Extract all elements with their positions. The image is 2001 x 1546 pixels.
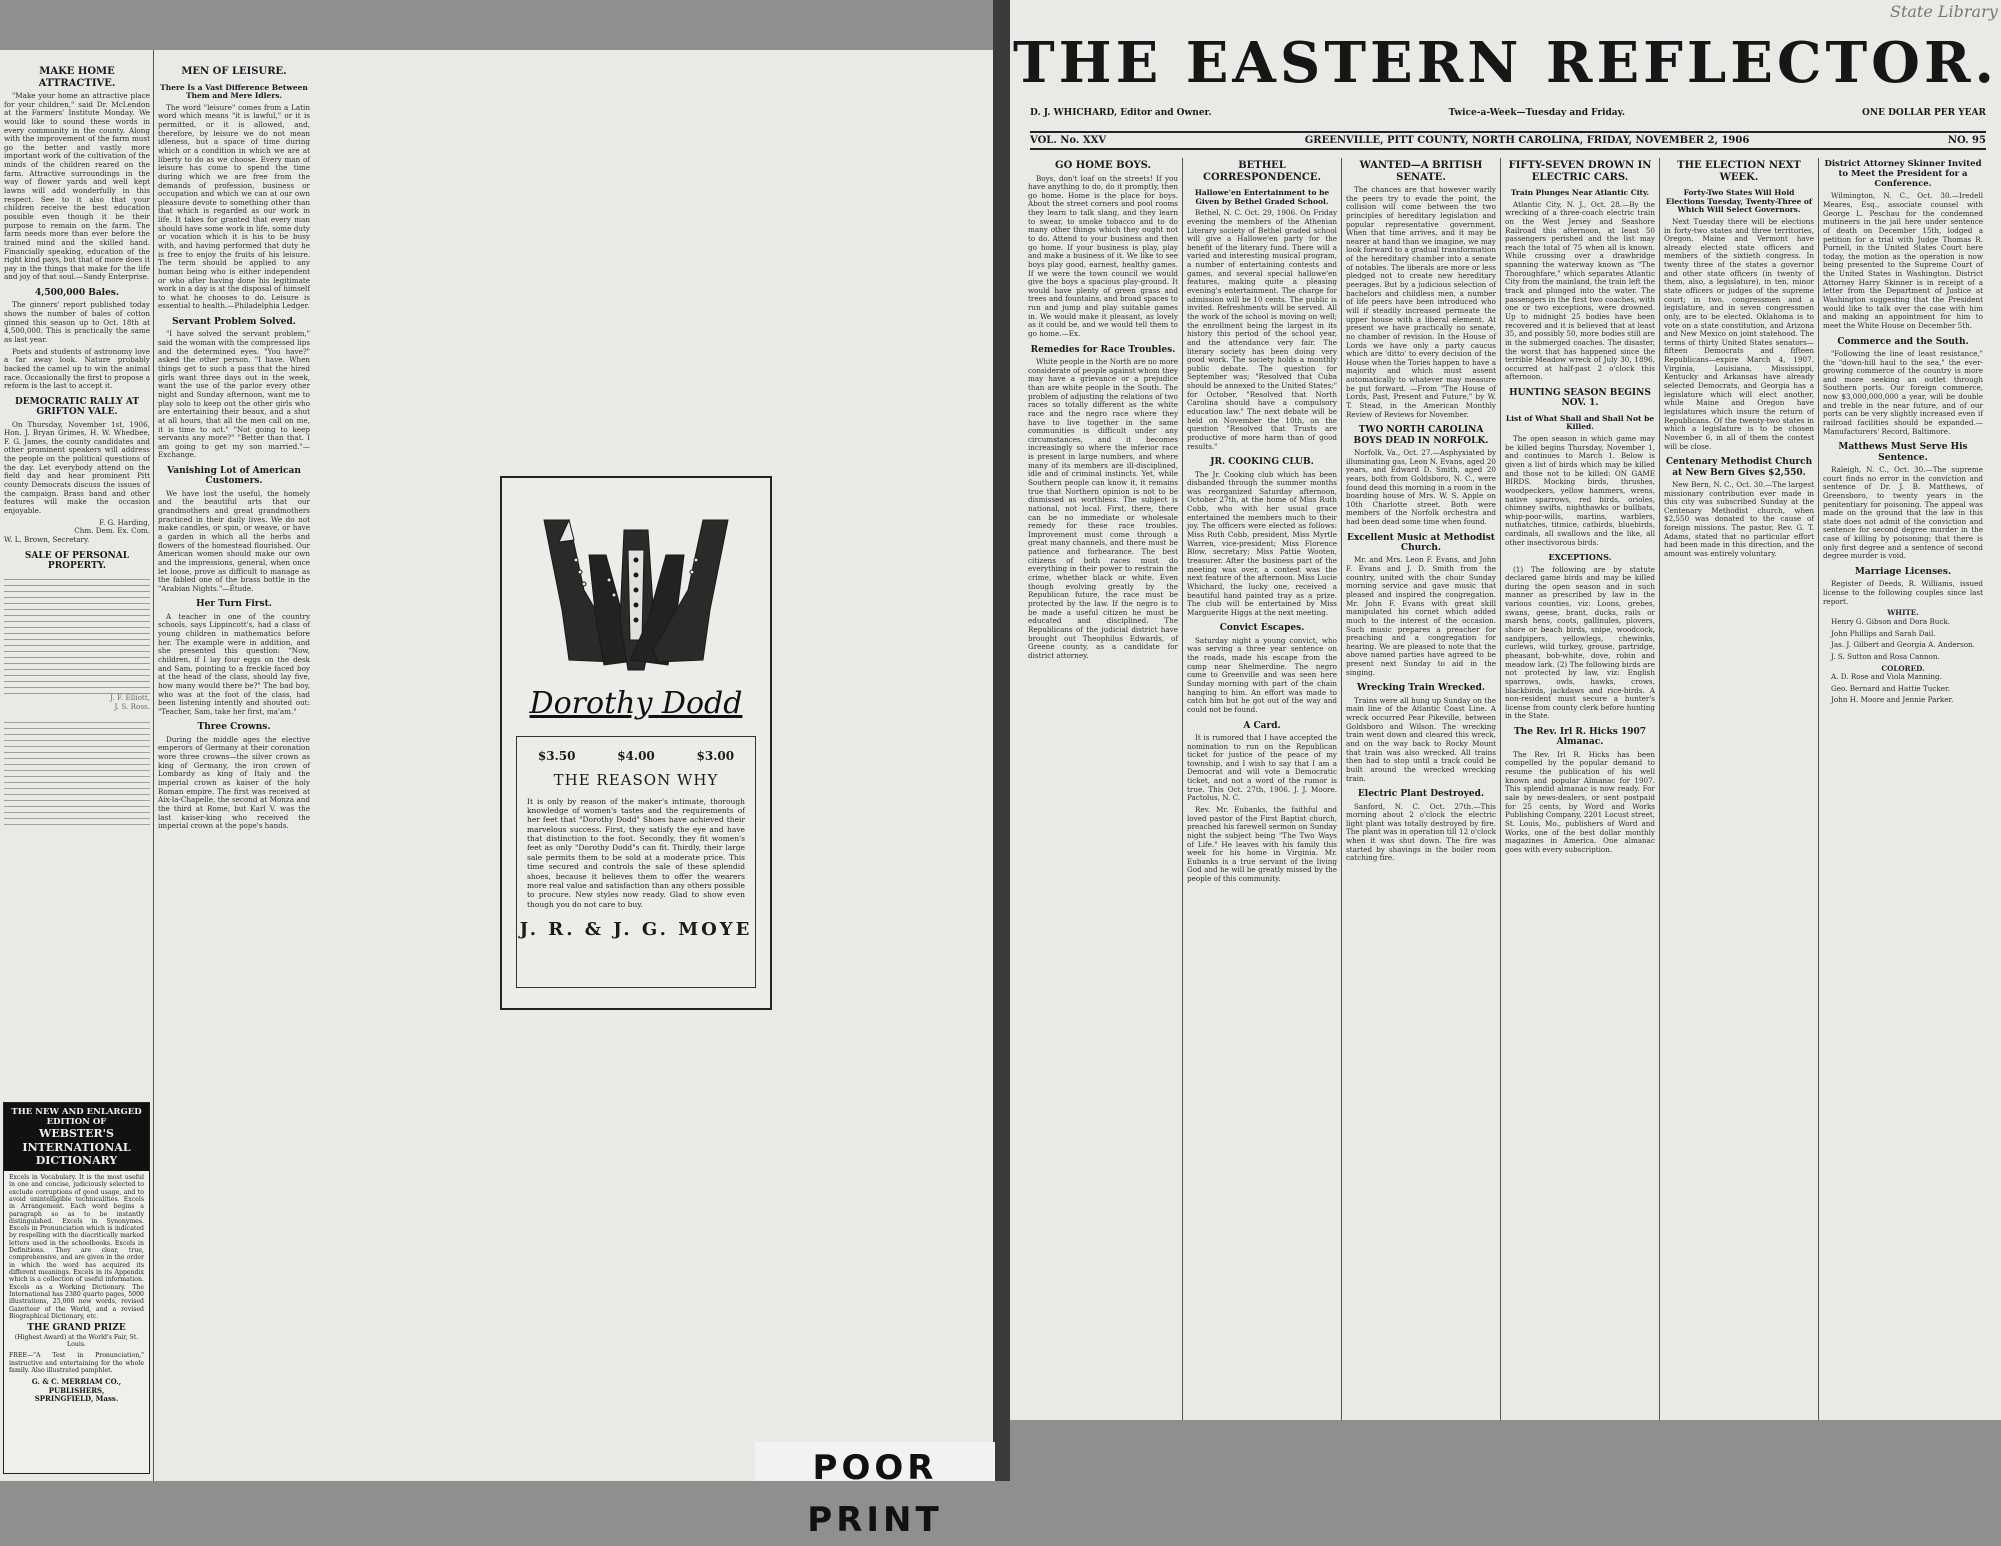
make-home-headline: MAKE HOME ATTRACTIVE. xyxy=(38,66,116,89)
page-gutter xyxy=(993,0,1010,1481)
hunting-headline: HUNTING SEASON BEGINS NOV. 1. xyxy=(1509,388,1651,409)
rally-sign-1: F. G. Harding, xyxy=(99,517,150,527)
commerce-headline: Commerce and the South. xyxy=(1837,336,1969,347)
bales-headline: 4,500,000 Bales. xyxy=(34,288,120,299)
election-text: Next Tuesday there will be elections in forty-two states and three territories, Oregon, Maine and Vermont have already elected state officers and members of the sixtieth congress. In twenty three of the states a governor and other state officers (in twenty of them, also, a legislature), in ten, minor state officers or judges of the supreme court; in two, congressmen and a legislature, and in seven congressmen only, are to be elected. Oklahoma is to vote on a state constitution, and Arizona and New Mexico on joint statehood. The terms of thirty United States senators—fifteen Democrats and fifteen Republicans—expire March 4, 1907. Virginia, Louisiana, Mississippi, Kentucky and Arkansas have already selected Democrats, and Georgia has a legislature which will elect another, while Maine and Oregon have legislatures which insure the return of Republicans. Of the twenty-two states in which a legislature is to be chosen November 6, in all of them the contest will be close. xyxy=(1664,216,1814,451)
rally-sign-3: W. L. Brown, Secretary. xyxy=(4,534,90,544)
sale-sign-2: J. S. Ross. xyxy=(114,701,150,711)
methodist-headline: Centenary Methodist Church at New Bern Gives $2,550. xyxy=(1665,457,1813,478)
right-column-4 xyxy=(1505,158,1655,1413)
poets-text: Poets and students of astronomy love a far away look. Nature probably backed the camel up to win the animal race. Occasionally the first to propose a reform is the last to accept it. xyxy=(4,346,150,391)
white-heading: WHITE. xyxy=(1887,608,1919,618)
cooking-text: The Jr. Cooking club which has been disbanded through the summer months was reorganized Saturday afternoon, October 27th, at the home of Miss Ruth Cobb, who with her usual grace entertained the members much to their joy. The officers were elected as follows: Miss Ruth Cobb, president, Miss Myrtle Warren, vice-president; Miss Florence Blow, secretary; Miss Pattie Wooten, treasurer. After the business part of the meeting was over, a contest was the next feature of the afternoon. Miss Lucie Whichard, the lucky one, received a beautiful hand painted tray as a prize. The club will be entertained by Miss Marguerite Higgs at the next meeting. xyxy=(1187,469,1337,617)
webster-grand-prize: THE GRAND PRIZE xyxy=(27,1323,126,1334)
webster-free: FREE—"A Test in Pronunciation," instructive and entertaining for the whole family. Also illustrated pamphlet. xyxy=(9,1352,144,1375)
frequency-line: Twice-a-Week—Tuesday and Friday. xyxy=(1448,108,1625,118)
price-3: $3.00 xyxy=(696,749,735,763)
drown-subtitle: Train Plunges Near Atlantic City. xyxy=(1510,188,1650,197)
column-rule xyxy=(1341,158,1342,1420)
price-row xyxy=(517,749,755,763)
senate-headline: WANTED—A BRITISH SENATE. xyxy=(1359,160,1483,183)
couple-3: Jas. J. Gilbert and Georgia A. Anderson. xyxy=(1831,640,1975,650)
webster-body: Excels in Vocabulary. It is the most useful in one and concise, judiciously selected to exclude corruptions of good usage, and to avoid unintelligible technicalities. Excels in Arrangement. Each word begins a paragraph so as to be instantly distinguished. Excels in Synonymes. Excels in Pronunciation which is indicated by respelling with the diacritically marked letters used in the schoolbooks. Excels in Definitions. They are clear, true, comprehensive, and are given in the order in which the word has acquired its different meanings. Excels in its Appendix which is a collection of useful information. Excels as a Working Dictionary. The International has 2380 quarto pages, 5000 illustrations, 25,000 new words, revised Gazetteer of the World, and a revised Biographical Dictionary, etc. xyxy=(9,1173,144,1320)
bethel-text: Bethel, N. C. Oct. 29, 1906. On Friday evening the members of the Athenian Literary society of Bethel graded school will give a Hallowe'en party for the benefit of the literary fund. There will a varied and interesting musical program, a number of entertaining contests and games, and several special hallowe'en features, making quite a pleasing evening's entertainment. The charge for admission will be 10 cents. The public is invited. Refreshments will be served. All the work of the school is moving on well; the enrollment being the largest in its history this period of the school year, and the attendance very fair. The literary society has been doing very good work. The society holds a monthly public debate. The question for September was; "Resolved that Cuba should be annexed to the United States;" for October, "Resolved that North Carolina should have a compulsory education law." The next debate will be held on November the 10th, on the question "Resolved that Trusts are productive of more harm than of good results." xyxy=(1187,208,1337,451)
price-1: $3.50 xyxy=(537,749,576,763)
column-rule xyxy=(1500,158,1501,1420)
colored-heading: COLORED. xyxy=(1881,663,1925,673)
dorothy-dodd-shoe-ad xyxy=(500,476,772,1010)
eubanks-text: Rev. Mr. Eubanks, the faithful and loved pastor of the First Baptist church, preached his farewell sermon on Sunday night the subject being "The Two Ways of Life." He leaves with his family this week for his home in Virginia. Mr. Eubanks is a true servant of the living God and he will be greatly missed by the people of this community. xyxy=(1187,805,1337,884)
rally-headline: DEMOCRATIC RALLY AT GRIFTON VALE. xyxy=(14,396,140,418)
right-column-2 xyxy=(1187,158,1337,1413)
right-column-3 xyxy=(1346,158,1496,1413)
card-headline: A Card. xyxy=(1243,720,1281,731)
couple-2: John Phillips and Sarah Dail. xyxy=(1831,628,1936,638)
webster-city: SPRINGFIELD, Mass. xyxy=(34,1393,119,1403)
sale-text-faded xyxy=(4,574,150,694)
reason-why-heading: THE REASON WHY xyxy=(553,771,719,789)
editor-line: D. J. WHICHARD, Editor and Owner. xyxy=(1030,108,1212,118)
column-rule xyxy=(1659,158,1660,1420)
left-page xyxy=(0,50,993,1481)
volume-number: VOL. No. XXV xyxy=(1030,135,1107,146)
sale-sign-1: J. F. Elliott, xyxy=(110,693,150,703)
norfolk-text: Norfolk, Va., Oct. 27.—Asphyxiated by illuminating gas, Leon N. Evans, aged 20 years, and Edward D. Smith, aged 20 years, both from Goldsboro, N. C., were found dead this morning in a room in the boarding house of Mrs. W. S. Apple on 10th Charlotte street. Both were members of the Norfolk orchestra and had been dead some time when found. xyxy=(1346,447,1496,527)
make-home-text: "Make your home an attractive place for your children," said Dr. McLendon at the Farmers' Institute Monday. We would like to sound these words in every community in the county. Along with the improvement of the farm must go the better and vastly more important work of the cultivation of the minds of the children reared on the farm. Attractive surroundings in the way of flower yards and well kept lawns will add wonderfully in this respect. See to it also that your children receive the best education possible even though it be their purpose to remain on the farm. The farm needs more than ever before the trained mind and the skilled hand. Financially speaking, education of the right kind pays, but that of more does it pay in the things that make for the life and joy of that soul.—Sandy Enterprise. xyxy=(4,91,150,282)
shoes-illustration-icon xyxy=(524,500,748,680)
price-line: ONE DOLLAR PER YEAR xyxy=(1862,108,1986,118)
webster-dictionary-ad xyxy=(3,1102,150,1474)
skinner-headline: District Attorney Skinner Invited to Meet the President for a Conference. xyxy=(1824,159,1982,189)
almanac-text: The Rev. Irl R. Hicks has been compelled by the popular demand to resume the publication of his well known and popular Almanac for 1907. This splendid almanac is now ready. For sale by news-dealers, or sent postpaid for 25 cents, by Word and Works Publishing Company, 2201 Locust street, St. Louis, Mo., publishers of Word and Works, one of the best dollar monthly magazines in America. One almanac goes with every subscription. xyxy=(1505,749,1655,854)
plant-text: Sanford, N. C. Oct. 27th.—This morning about 2 o'clock the electric light plant was totally destroyed by fire. The plant was in operation till 12 o'clock when it was shut down. The fire was started by shavings in the boiler room catching fire. xyxy=(1346,801,1496,863)
left-column-2 xyxy=(158,64,310,1474)
newspaper-masthead: THE EASTERN REFLECTOR. xyxy=(1012,30,1998,96)
leisure-text: The word "leisure" comes from a Latin word which means "it is lawful," or it is permitted, or it is allowed, and, therefore, by leisure we do not mean idleness, but a space of time during which or a condition in which we are at liberty to do as we choose. Every man of leisure has come to spend the time during which we are free from the demands of profession, business or occupation and which we can at our own pleasure devote to something other than that which is regarded as our work in life. It takes for granted that every man should have some work in life, some duty or vocation which it is his to be busy with, and having performed that duty he is free to enjoy the fruits of his leisure. The term should be applied to any human being who is either independent or who after having done his legitimate work in a day is at the disposal of himself to what he chooses to do. Leisure is essential to health.—Philadelphia Ledger. xyxy=(158,102,310,311)
election-subtitle: Forty-Two States Will Hold Elections Tuesday, Twenty-Three of Which Will Select Governors. xyxy=(1665,188,1813,215)
convict-text: Saturday night a young convict, who was serving a three year sentence on the roads, made his escape from the camp near Shelmerdine. The negro came to Greenville and was seen here Sunday morning with part of the chain hanging to him. An effort was made to catch him but he got out of the way and could not be found. xyxy=(1187,635,1337,714)
webster-head-2: WEBSTER'S INTERNATIONAL DICTIONARY xyxy=(22,1127,131,1167)
library-stamp: State Library xyxy=(1890,2,1998,21)
couple-5: A. D. Rose and Viola Manning. xyxy=(1831,672,1942,682)
leisure-headline: MEN OF LEISURE. xyxy=(181,66,287,77)
plant-headline: Electric Plant Destroyed. xyxy=(1357,789,1485,800)
race-headline: Remedies for Race Troubles. xyxy=(1030,344,1176,355)
exceptions-text: (1) The following are by statute declared game birds and may be killed during the open season and in such manner as prescribed by law in the various counties, viz: Loons, grebes, swans, geese, brant, ducks, rails or marsh hens, coots, gallinules, plovers, shore or beach birds, snipe, woodcock, sandpipers, yellowlegs, chewinks, curlews, wild turkey, grouse, partridge, pheasant, bob-white, dove, robin and meadow lark. (2) The following birds are not protected by law, viz: English sparrows, owls, hawks, crows, blackbirds, jackdaws and rice-birds. A non-resident must secure a hunter's license from county clerk before hunting in the State. xyxy=(1505,564,1655,721)
webster-expo: (Highest Award) at the World's Fair, St. Louis. xyxy=(14,1333,139,1349)
customs-headline: Vanishing Lot of American Customers. xyxy=(167,466,301,487)
sale-headline: SALE OF PERSONAL PROPERTY. xyxy=(24,550,130,571)
volume-row xyxy=(1030,131,1986,150)
cooking-headline: JR. COOKING CLUB. xyxy=(1210,457,1314,468)
moye-firm-name: J. R. & J. G. MOYE xyxy=(519,919,753,940)
exceptions-heading: EXCEPTIONS. xyxy=(1548,552,1612,563)
licenses-text: Register of Deeds, R. Williams, issued license to the following couples since last report. xyxy=(1823,579,1983,606)
webster-publisher: G. & C. MERRIAM CO., xyxy=(31,1377,122,1387)
dorothy-dodd-signature: Dorothy Dodd xyxy=(529,686,743,721)
bethel-headline: BETHEL CORRESPONDENCE. xyxy=(1202,160,1321,183)
drown-headline: FIFTY-SEVEN DROWN IN ELECTRIC CARS. xyxy=(1508,160,1652,183)
music-text: Mr. and Mrs. Leon F. Evans, and John F. Evans and J. D. Smith from the country, united with the choir Sunday morning service and gave music that pleased and inspired the congregation. Mr. John F. Evans with great skill manipulated his cornet which added much to the interest of the occasion. Such music prepares a preacher for preaching and a congregation for hearing. We are pleased to note that the above named parties have agreed to be present next Sunday to aid in the singing. xyxy=(1346,555,1496,677)
bethel-subtitle: Hallowe'en Entertainment to be Given by Bethel Graded School. xyxy=(1194,188,1330,206)
crowns-text: During the middle ages the elective emperors of Germany at their coronation wore three crowns—the silver crown as king of Germany, the iron crown of Lombardy as king of Italy and the imperial crown as kaiser of the holy Roman empire. The first was received at Aix-la-Chapelle, the second at Monza and the third at Rome, but Karl V. was the last kaiser-king who received the imperial crown at the pope's hands. xyxy=(158,734,310,831)
right-page xyxy=(1010,0,2001,1420)
servant-headline: Servant Problem Solved. xyxy=(172,317,296,328)
webster-publisher-role: PUBLISHERS, xyxy=(48,1385,105,1395)
faded-notices xyxy=(4,717,150,827)
column-rule xyxy=(153,50,154,1481)
webster-head-1: THE NEW AND ENLARGED EDITION OF xyxy=(11,1107,142,1128)
poor-print-stamp: POOR PRINT xyxy=(755,1442,995,1481)
go-home-text: Boys, don't loaf on the streets! If you have anything to do, do it promptly, then go home. Home is the place for boys. About the street corners and pool rooms they learn to talk slang, and they learn to swear, to smoke tobacco and to do many other things which they ought not to do. Attend to your business and then go home. If your business is play, play and make a business of it. We like to see boys play good, earnest, healthy games. If we were the town council we would give the boys a spacious play-ground. It would have plenty of green grass and trees and fountains, and broad spaces to run and jump and play suitable games in. We would make it pleasant, as lovely as it could be, and we would tell them to go home.—Ex. xyxy=(1028,173,1178,339)
couple-1: Henry G. Gibson and Dora Buck. xyxy=(1831,616,1951,626)
left-column-1 xyxy=(4,64,150,1094)
price-2: $4.00 xyxy=(617,749,655,763)
reason-why-text: It is only by reason of the maker's intimate, thorough knowledge of women's tastes and the requirements of her feet that "Dorothy Dodd" Shoes have achieved their marvelous success. First, they satisfy the eye and have that distinction to the foot. Secondly, they fit women's feet as only "Dorothy Dodd"s can fit. Thirdly, their large sale permits them to be sold at a moderate price. This time secured and controls the sale of these splendid shoes, because it believes them to offer the wearers more real value and satisfaction than any others possible to procure. New styles now ready. Glad to show even though you do not care to buy. xyxy=(527,796,745,909)
dateline: GREENVILLE, PITT COUNTY, NORTH CAROLINA, FRIDAY, NOVEMBER 2, 1906 xyxy=(1304,135,1750,146)
wreck-headline: Wrecking Train Wrecked. xyxy=(1356,683,1486,694)
first-headline: Her Turn First. xyxy=(196,599,272,610)
customs-text: We have lost the useful, the homely and the beautiful arts that our grandmothers and great grandmothers practiced in their daily lives. We do not make candles, or spin, or weave, or have a garden in which all the herbs and flowers of the homestead flourished. Our American women should make our own and the impressions, general, when once let loose, prove as difficult to manage as the fabled one of the brass bottle in the "Arabian Nights."—Étude. xyxy=(158,488,310,593)
reason-why-box xyxy=(516,736,756,988)
column-rule xyxy=(1818,158,1819,1420)
race-text: White people in the North are no more considerate of people against whom they may have a grievance or a prejudice than are white people in the South. The problem of adjusting the relations of two races so totally different as the white race and the negro race where they have to live together in the same communities is difficult under any circumstances, and it becomes increasingly so where the inferior race is present in large numbers, and where many of its members are ill-disciplined, idle and of criminal instincts. Yet, while Southern people can know it, it remains true that Northern opinion is not to be dismissed as worthless. The subject is national, not local. First, there, there can be no immediate or wholesale remedy for these race troubles. Improvement must come through a great many channels, and there must be patience and forbearance. The best citizens of both races must do everything in their power to restrain the crime, whether black or white. Even though evolving greatly by the Republican future, the race must be protected by the law. If the negro is to be made a useful citizen he must be educated and disciplined. The Republicans of the judicial district have brought out Theophilus Edwards, of Greene county, as a candidate for district attorney. xyxy=(1028,357,1178,660)
hunting-text: The open season in which game may be killed begins Thursday, November 1, and continues to March 1. Below is given a list of birds which may be killed and those not to be killed: ON GAME BIRDS. Mocking birds, thrushes, woodpeckers, yellow hammers, wrens, native sparrows, red birds, orioles, chimney swifts, nighthawks or bullbats, whip-poor-wills, martins, warblers, nuthatches, titmice, catbirds, bluebirds, cardinals, all swallows and the like, all other insectivorous birds. xyxy=(1505,434,1655,547)
issue-number: NO. 95 xyxy=(1947,135,1986,146)
norfolk-headline: TWO NORTH CAROLINA BOYS DEAD IN NORFOLK. xyxy=(1353,425,1489,446)
hunting-subtitle: List of What Shall and Shall Not be Killed. xyxy=(1505,413,1655,432)
servant-text: "I have solved the servant problem," said the woman with the compressed lips and the determined eyes. "You have?" asked the other person. "I have. When things get to such a pass that the hired girls want three days out in the week, want the use of the parlor every other night and Sunday afternoon, want me to play solo to keep out the other girls who are entertaining their beaux, and a shut at all hours, that all the men call on me, it is time to act." "Not going to keep servants any more?" "Better than that. I am going to get my son married."—Exchange. xyxy=(158,329,310,460)
masthead-info-row xyxy=(1030,108,1986,118)
crowns-headline: Three Crowns. xyxy=(197,722,271,733)
methodist-text: New Bern, N. C., Oct. 30.—The largest missionary contribution ever made in this city was subscribed Sunday at the Centenary Methodist church, when $2,550 was donated to the cause of foreign missions. The pastor, Rev. G. T. Adams, stated that no particular effort had been made in this direction, and the amount was entirely voluntary. xyxy=(1664,479,1814,558)
right-column-6 xyxy=(1823,158,1983,1413)
column-rule xyxy=(1182,158,1183,1420)
couple-6: Geo. Bernard and Hattie Tucker. xyxy=(1831,683,1950,693)
matthews-headline: Matthews Must Serve His Sentence. xyxy=(1838,442,1968,463)
skinner-text: Wilmington, N. C., Oct. 30.—Iredell Meares, Esq., associate counsel with George L. Peschau for the condemned mutineers in the jail here under sentence of death on December 15th, lodged a petition for a trial with Judge Thomas R. Purnell, in the United States Court here today, the motion as the operation is now being presented to the Supreme Court of the United States in Washington. District Attorney Harry Skinner is in receipt of a letter from the Department of Justice at Washington suggesting that the President would like to talk over the case with him and making an appointment for him to meet the White House on December 5th. xyxy=(1823,191,1983,330)
wreck-text: Trains were all hung up Sunday on the main line of the Atlantic Coast Line. A wreck occurred Pear Pikeville, between Goldsboro and Wilson. The wrecking train went down and cleared this wreck, and on the way back to Rocky Mount that train was also wrecked. All trains then had to stop until a track could be built around the wrecked wrecking train. xyxy=(1346,695,1496,783)
rally-sign-2: Chm. Dem. Ex. Com. xyxy=(74,526,150,536)
bales-text: The ginners' report published today shows the number of bales of cotton ginned this season up to Oct. 18th at 4,500,000. This is practically the same as last year. xyxy=(4,300,150,344)
drown-text: Atlantic City, N. J., Oct. 28.—By the wrecking of a three-coach electric train on the West Jersey and Seashore Railroad this afternoon, at least 50 passengers perished and the list may reach the total of 75 when all is known. While crossing over a drawbridge spanning the waterway known as "The Thoroughfare," which separates Atlantic City from the mainland, the train left the track and plunged into the water. The passengers in the first two coaches, with one or two exceptions, were drowned. Up to midnight 25 bodies have been recovered and it is believed that at least 35, and possibly 50, more bodies still are in the submerged coaches. The disaster, the worst that has happened since the terrible Meadow wreck of July 30, 1896, occurred at half-past 2 o'clock this afternoon. xyxy=(1505,199,1655,382)
senate-text: The chances are that however warily the peers try to evade the point, the collision will come between the two principles of hereditary legislation and popular representative government. When that time arrives, and it may be nearer at hand than we imagine, we may look forward to a gradual transformation of the hereditary chamber into a senate of notables. The liberals are more or less pledged not to create new hereditary peerages. But by a judicious selection of bachelors and childless men, a number of life peers have been introduced who will if steadily increased permeate the upper house with a liberal element. At present we have practically no senate, no chamber of revision. In the House of Lords we have only a party caucus which are 'ditto' to every decision of the House when the Tories happen to have a majority and which must assent automatically to whatever may measure be put forward. —From "The House of Lords, Past, Present and Future," by W. T. Stead, in the American Monthly Review of Reviews for November. xyxy=(1346,185,1496,419)
couple-4: J. S. Sutton and Rosa Cannon. xyxy=(1831,651,1940,661)
music-headline: Excellent Music at Methodist Church. xyxy=(1347,532,1495,554)
first-text: A teacher in one of the country schools, says Lippincott's, had a class of young children in mathematics before her. The example were in addition, and she presented this question: "Now, children, if I lay four eggs on the desk and Sam, pointing to a freckle faced boy at the head of the class, should lay five, how many would there be?" The bad boy, who was at the foot of the class, had been listening intently and shouted out: "Teacher, Sam, take her first, ma'am." xyxy=(158,611,310,716)
licenses-headline: Marriage Licenses. xyxy=(1854,567,1952,578)
card-text: It is rumored that I have accepted the nomination to run on the Republican ticket for justice of the peace of my township, and I wish to say that I am a Democrat and will vote a Democratic ticket, and not a word of the rumor is true. This Oct. 27th, 1906. J. J. Moore. Pactolus, N. C. xyxy=(1187,732,1337,803)
matthews-text: Raleigh, N. C., Oct. 30.—The supreme court finds no error in the conviction and sentence of Dr. J. B. Matthews, of Greensboro, to twenty years in the penitentiary for poisoning. The appeal was made on the ground that the law in this state does not admit of the conviction and sentence for second degree murder in the case of killing by poisoning; that there is only first degree and a sentence of second degree murder is void. xyxy=(1823,464,1983,561)
right-column-1 xyxy=(1028,158,1178,1413)
couple-7: John H. Moore and Jennie Parker. xyxy=(1831,695,1954,705)
election-headline: THE ELECTION NEXT WEEK. xyxy=(1677,160,1801,183)
rally-text: On Thursday, November 1st, 1906, Hon. J. Bryan Grimes, H. W. Whedbee, F. G. James, the county candidates and other prominent speakers will address the people on the political questions of the day. Let everybody attend on the field day and hear prominent Pitt county Democrats discuss the issues of the campaign. Brass band and other features will make the occasion enjoyable. xyxy=(4,419,150,515)
leisure-subtitle: There Is a Vast Difference Between Them and Mere Idlers. xyxy=(160,82,308,101)
almanac-headline: The Rev. Irl R. Hicks 1907 Almanac. xyxy=(1513,727,1647,748)
right-column-5 xyxy=(1664,158,1814,1413)
go-home-headline: GO HOME BOYS. xyxy=(1055,160,1151,171)
commerce-text: "Following the line of least resistance," the "down-hill haul to the sea," the ever-growing commerce of the country is more and more seeking an outlet through Southern ports. Our foreign commerce, now $3,000,000,000 a year, will be double and treble in the near future, and of our ports can be very slightly increased even if railroad facilities should be expanded.—Manufacturers' Record, Baltimore. xyxy=(1823,348,1983,436)
convict-headline: Convict Escapes. xyxy=(1219,623,1305,634)
